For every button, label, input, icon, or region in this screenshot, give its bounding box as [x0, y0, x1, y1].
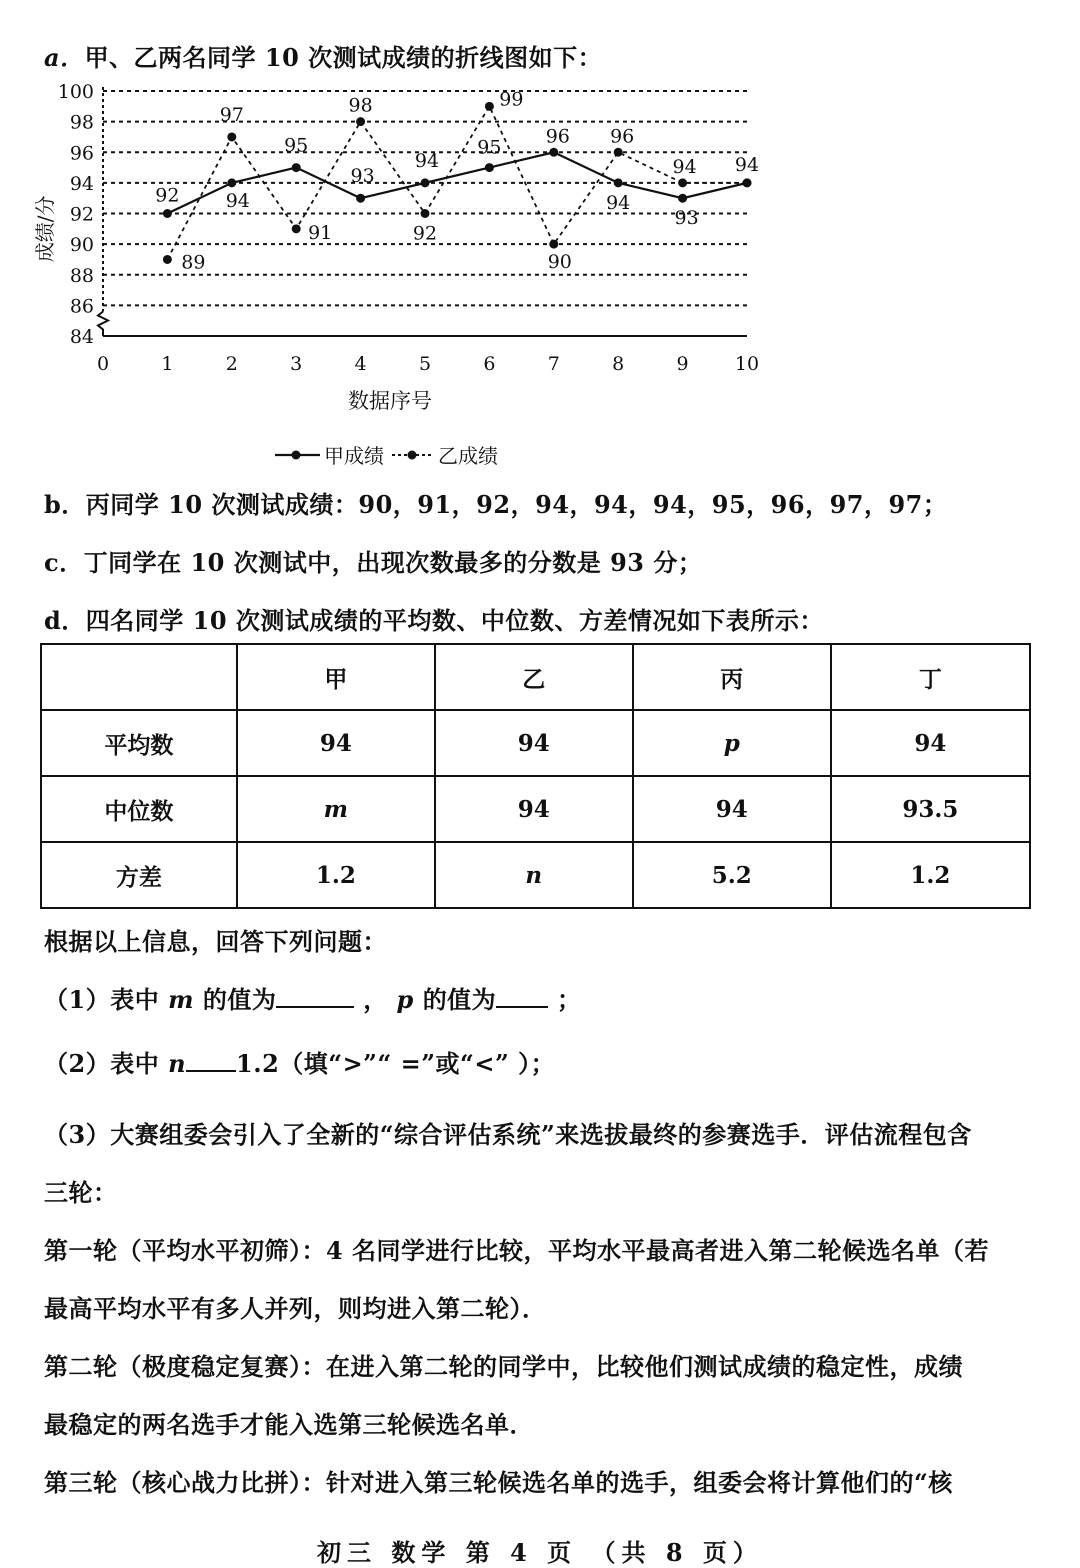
item-c: c．丁同学在 10 次测试中，出现次数最多的分数是 93 分； — [44, 548, 703, 577]
data-label-jia: 94 — [606, 191, 631, 214]
axis-break — [98, 312, 108, 337]
q1-text: 的值为 — [202, 985, 277, 1014]
data-label-yi: 89 — [181, 251, 206, 274]
x-tick-label: 1 — [161, 353, 174, 375]
data-label-jia: 95 — [477, 136, 502, 159]
table-cell: n — [435, 842, 633, 908]
answer-blank-p[interactable] — [496, 984, 548, 1008]
data-label-yi: 91 — [308, 221, 333, 244]
q2-text: 1.2（填“>”“ =”或“<” ）； — [236, 1049, 556, 1078]
point-yi — [485, 102, 494, 111]
item-d: d．四名同学 10 次测试成绩的平均数、中位数、方差情况如下表所示： — [44, 606, 824, 635]
x-tick-label: 5 — [418, 353, 432, 375]
question-3-line-1: （3）大赛组委会引入了全新的“综合评估系统”来选拔最终的参赛选手．评估流程包含 — [44, 1120, 972, 1149]
table-header-cell: 丙 — [633, 644, 831, 710]
answer-blank-n[interactable] — [186, 1048, 236, 1072]
data-label-yi: 90 — [547, 251, 572, 274]
data-label-yi: 94 — [672, 155, 697, 178]
table-cell: 94 — [435, 710, 633, 776]
q1-text: 的值为 — [422, 985, 497, 1014]
round-1-line-1: 第一轮（平均水平初筛）：4 名同学进行比较，平均水平最高者进入第二轮候选名单（若 — [44, 1236, 990, 1265]
x-axis-title: 数据序号 — [348, 389, 432, 413]
y-axis-title: 成绩/分 — [33, 195, 57, 263]
data-label-yi: 97 — [219, 103, 244, 126]
table-cell: 94 — [633, 776, 831, 842]
legend-label-yi: 乙成绩 — [438, 444, 498, 468]
x-tick-label: 0 — [96, 353, 110, 375]
x-tick-label: 6 — [483, 353, 496, 375]
point-jia — [292, 163, 301, 172]
point-yi — [421, 209, 430, 218]
table-header-cell: 丁 — [831, 644, 1030, 710]
point-yi — [549, 240, 558, 249]
round-3-line-1: 第三轮（核心战力比拼）：针对进入第三轮候选名单的选手，组委会将计算他们的“核 — [44, 1468, 953, 1497]
answer-blank-m[interactable] — [276, 984, 354, 1008]
point-jia — [227, 178, 236, 187]
x-tick-label: 8 — [612, 353, 625, 375]
item-b: b．丙同学 10 次测试成绩：90，91，92，94，94，94，95，96，97，97； — [44, 490, 948, 519]
point-jia — [549, 148, 558, 157]
data-label-yi: 99 — [499, 88, 524, 111]
point-yi — [356, 117, 365, 126]
heading-a — [44, 38, 602, 73]
data-label-jia: 94 — [734, 153, 760, 176]
y-tick-label: 92 — [69, 203, 94, 226]
round-2-line-2: 最稳定的两名选手才能入选第三轮候选名单． — [44, 1410, 534, 1439]
y-tick-label: 84 — [69, 326, 94, 348]
y-tick-label: 96 — [69, 142, 94, 165]
point-jia — [678, 194, 687, 203]
q1-text: 表中 — [110, 985, 160, 1014]
table-cell: 94 — [237, 710, 435, 776]
question-1 — [44, 980, 582, 1015]
y-tick-label: 88 — [69, 264, 94, 287]
y-tick-label: 100 — [57, 81, 94, 103]
x-tick-label: 2 — [225, 353, 238, 375]
table-cell: 94 — [435, 776, 633, 842]
legend-marker-jia — [292, 451, 301, 460]
data-label-jia: 95 — [284, 134, 309, 157]
question-3-line-2: 三轮： — [44, 1178, 118, 1207]
table-cell: 5.2 — [633, 842, 831, 908]
x-tick-label: 9 — [676, 353, 689, 375]
table-header-cell: 乙 — [435, 644, 633, 710]
question-2 — [44, 1044, 555, 1079]
point-yi — [227, 132, 236, 141]
q2-var-n: n — [168, 1049, 187, 1078]
table-header-row — [41, 644, 1030, 710]
point-jia — [485, 163, 494, 172]
x-tick-label: 7 — [547, 353, 560, 375]
data-label-yi: 98 — [348, 94, 373, 117]
x-tick-label: 3 — [290, 353, 303, 375]
point-yi — [743, 178, 752, 187]
q1-text: ； — [557, 985, 582, 1014]
q2-text: 表中 — [110, 1049, 160, 1078]
q1-text: ， — [363, 985, 388, 1014]
round-1-line-2: 最高平均水平有多人并列，则均进入第二轮）． — [44, 1294, 547, 1323]
data-label-yi: 92 — [412, 222, 438, 245]
stats-table — [40, 643, 1031, 909]
table-cell: 94 — [831, 710, 1030, 776]
data-label-jia: 96 — [545, 125, 570, 148]
round-2-line-1: 第二轮（极度稳定复赛）：在进入第二轮的同学中，比较他们测试成绩的稳定性，成绩 — [44, 1352, 963, 1381]
point-jia — [421, 178, 430, 187]
data-label-jia: 94 — [414, 149, 440, 172]
point-yi — [292, 224, 301, 233]
q1-var-p: p — [396, 985, 414, 1014]
row-label: 中位数 — [41, 776, 237, 842]
table-row — [41, 776, 1030, 842]
table-header-cell: 甲 — [237, 644, 435, 710]
table-cell: 1.2 — [831, 842, 1030, 908]
q1-number: （1） — [44, 985, 111, 1014]
table-cell: 93.5 — [831, 776, 1030, 842]
intro-text: 根据以上信息，回答下列问题： — [44, 927, 387, 956]
data-label-jia: 92 — [155, 184, 180, 207]
y-tick-label: 90 — [69, 234, 94, 257]
y-tick-label: 98 — [69, 111, 94, 134]
x-tick-label: 4 — [354, 353, 367, 375]
row-label: 平均数 — [41, 710, 237, 776]
table-header-cell — [41, 644, 237, 710]
heading-a-text: 甲、乙两名同学 10 次测试成绩的折线图如下： — [84, 43, 603, 72]
y-tick-label: 94 — [69, 172, 94, 195]
table-row — [41, 842, 1030, 908]
data-label-jia: 93 — [674, 207, 699, 230]
q2-number: （2） — [44, 1049, 111, 1078]
table-cell: m — [237, 776, 435, 842]
heading-a-prefix: a． — [44, 43, 85, 72]
q1-var-m: m — [168, 985, 194, 1014]
x-tick-label: 10 — [734, 353, 760, 375]
legend-label-jia: 甲成绩 — [324, 444, 384, 468]
legend-marker-yi — [408, 451, 417, 460]
point-yi — [614, 148, 623, 157]
point-jia — [614, 178, 623, 187]
point-jia — [163, 209, 172, 218]
data-label-yi: 96 — [610, 125, 635, 148]
score-line-chart — [30, 75, 790, 475]
table-cell: p — [633, 710, 831, 776]
page-footer: 初三 数学 第 4 页 （共 8 页） — [317, 1538, 763, 1567]
point-yi — [163, 255, 172, 264]
table-row — [41, 710, 1030, 776]
row-label: 方差 — [41, 842, 237, 908]
point-jia — [356, 194, 365, 203]
data-label-jia: 93 — [350, 165, 375, 188]
y-tick-label: 86 — [69, 295, 94, 318]
data-label-jia: 94 — [225, 189, 250, 212]
table-cell: 1.2 — [237, 842, 435, 908]
point-yi — [678, 178, 687, 187]
